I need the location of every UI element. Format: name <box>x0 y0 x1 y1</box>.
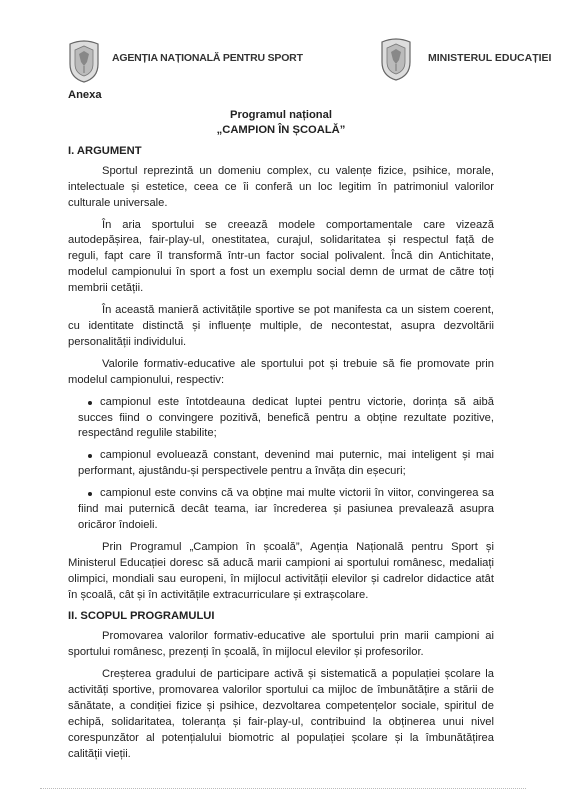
list-item-text: campionul este întotdeauna dedicat luptei pentru victorie, dorința să aibă succes fiind o convingere pozitivă, benefică pentru a obține rezultate pozitive, respectând regulile stabilite; <box>78 395 494 440</box>
list-item <box>78 448 494 480</box>
ministry-name: MINISTERUL EDUCAȚIEI <box>428 52 552 64</box>
paragraph: Promovarea valorilor formativ-educative ale sportului prin marii campioni ai sportului românesc, prezenți în școală, în mijlocul elevilor și profesorilor. <box>68 630 494 659</box>
paragraph: Creșterea gradului de participare activă și sistematică a populației școlare la activități sportive, promovarea valorilor sportului ca mijloc de îmbunătățire a stării de sănătate, a condiției fizice și psihice, dezvoltarea competențelor sociale, spiritul de echipă, solidaritatea, toleranța și fair-play-ul, contribuind la obținerea unui nivel corespunzător al potențialului biomotric al populației școlare și la îmbunătățirea calității vieții. <box>68 668 494 760</box>
paragraph: Valorile formativ-educative ale sportului pot și trebuie să fie promovate prin modelul campionului, respectiv: <box>68 357 494 386</box>
romania-coat-of-arms-icon <box>378 38 414 82</box>
paragraph: În această manieră activitățile sportive se pot manifesta ca un sistem coerent, cu identitate distinctă și influențe multiple, de necontestat, asupra dezvoltării personalității individului. <box>68 304 494 348</box>
section-heading-argument: I. ARGUMENT <box>68 144 142 157</box>
footer-divider <box>40 788 526 789</box>
letterhead <box>0 30 566 90</box>
list-item-text: campionul evoluează constant, devenind mai puternic, mai inteligent și mai performant, ajustându-și perspectivele pentru a învăța din eșecuri; <box>78 449 494 478</box>
section-heading-scope: II. SCOPUL PROGRAMULUI <box>68 610 215 623</box>
paragraph: Sportul reprezintă un domeniu complex, cu valențe fizice, psihice, morale, intelectuale și estetice, ceea ce îi conferă un loc legitim în patrimoniul valorilor culturale universale. <box>68 164 494 209</box>
bullet-icon <box>88 492 92 496</box>
annex-label: Anexa <box>68 89 102 101</box>
bullet-icon <box>88 454 92 458</box>
list-item <box>78 395 494 443</box>
agency-name: AGENȚIA NAȚIONALĂ PENTRU SPORT <box>112 52 303 64</box>
paragraph: În aria sportului se creează modele comportamentale care vizează autodepășirea, fair-play-ul, onestitatea, curajul, solidaritatea și respectul față de reguli, fapt care îl transformă într-un factor social polivalent. Încă din Antichitate, modelul campionului în sport a fost un exemplu social demn de urmat de către toți membrii cetății. <box>68 218 494 295</box>
list-item-text: campionul este convins că va obține mai multe victorii în viitor, convingerea sa fiind mai puternică decât teama, iar încrederea și pasiunea prevalează asupra oricăror îndoieli. <box>78 487 494 531</box>
program-title-line2: „CAMPION ÎN ȘCOALĂ” <box>216 123 346 136</box>
bullet-icon <box>88 401 92 405</box>
list-item <box>78 486 494 534</box>
paragraph: Prin Programul „Campion în școală”, Agenția Națională pentru Sport și Ministerul Educației doresc să aducă marii campioni ai sportului românesc, medaliați olimpici, mondiali sau europeni, în mijlocul activității elevilor și cadrelor didactice atât în școală, cât și în activitățile extracurriculare și extrașcolare. <box>68 540 494 601</box>
program-title-line1: Programul național <box>230 108 332 121</box>
romania-coat-of-arms-icon <box>66 40 102 84</box>
document-body <box>68 88 494 769</box>
